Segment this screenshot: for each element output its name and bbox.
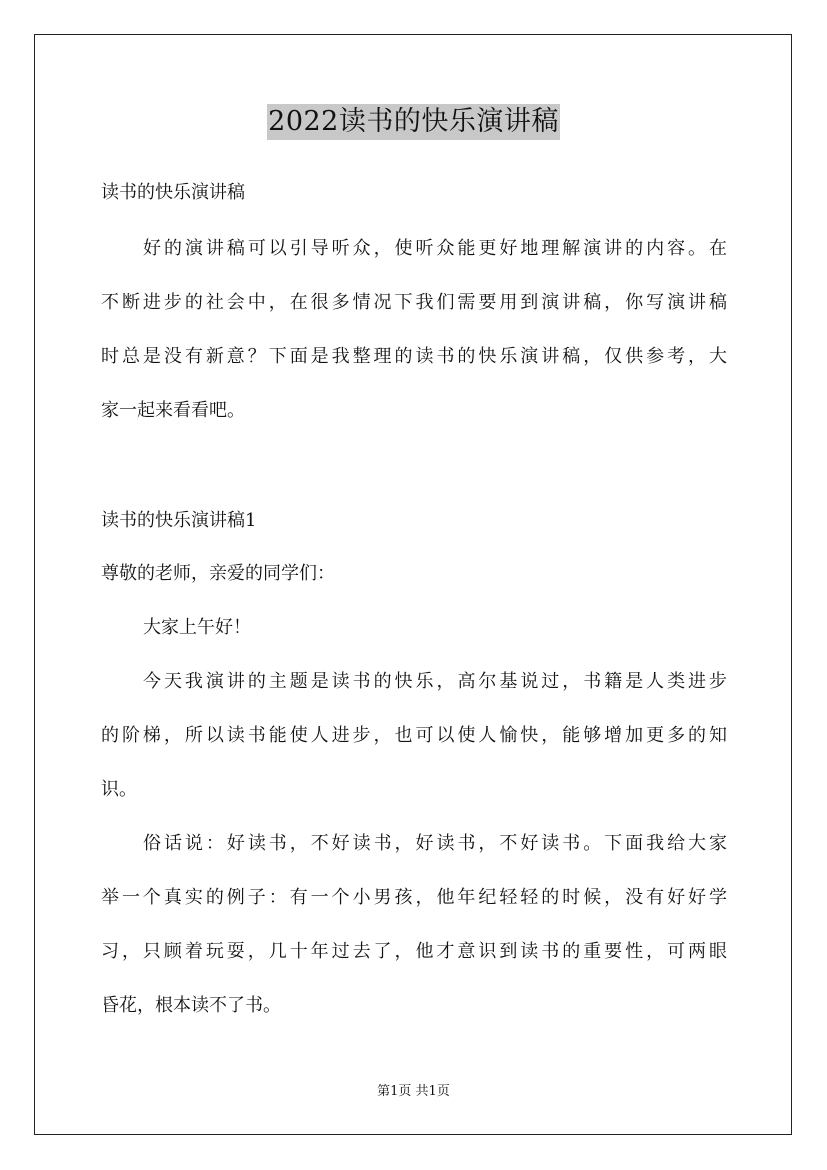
title-container bbox=[0, 104, 827, 140]
paragraph1-line-3: 识。 bbox=[101, 779, 137, 800]
document-subtitle: 读书的快乐演讲稿 bbox=[101, 182, 245, 203]
intro-line-1: 好的演讲稿可以引导听众，使听众能更好地理解演讲的内容。在 bbox=[143, 238, 727, 259]
intro-line-3: 时总是没有新意？下面是我整理的读书的快乐演讲稿，仅供参考，大 bbox=[101, 346, 727, 367]
intro-line-2: 不断进步的社会中，在很多情况下我们需要用到演讲稿，你写演讲稿 bbox=[101, 292, 727, 313]
paragraph1-line-2: 的阶梯，所以读书能使人进步，也可以使人愉快，能够增加更多的知 bbox=[101, 725, 727, 746]
paragraph2-line-4: 昏花，根本读不了书。 bbox=[101, 995, 281, 1016]
greeting: 大家上午好！ bbox=[143, 617, 251, 638]
paragraph2-line-1: 俗话说：好读书，不好读书，好读书，不好读书。下面我给大家 bbox=[143, 833, 727, 854]
document-title: 2022读书的快乐演讲稿 bbox=[267, 104, 560, 140]
salutation: 尊敬的老师，亲爱的同学们： bbox=[101, 563, 335, 584]
paragraph2-line-2: 举一个真实的例子：有一个小男孩，他年纪轻轻的时候，没有好好学 bbox=[101, 887, 727, 908]
intro-line-4: 家一起来看看吧。 bbox=[101, 400, 245, 421]
section-heading: 读书的快乐演讲稿1 bbox=[101, 510, 257, 531]
page-footer: 第1页 共1页 bbox=[377, 1084, 450, 1099]
paragraph2-line-3: 习，只顾着玩耍，几十年过去了，他才意识到读书的重要性，可两眼 bbox=[101, 941, 727, 962]
paragraph1-line-1: 今天我演讲的主题是读书的快乐，高尔基说过，书籍是人类进步 bbox=[143, 671, 727, 692]
